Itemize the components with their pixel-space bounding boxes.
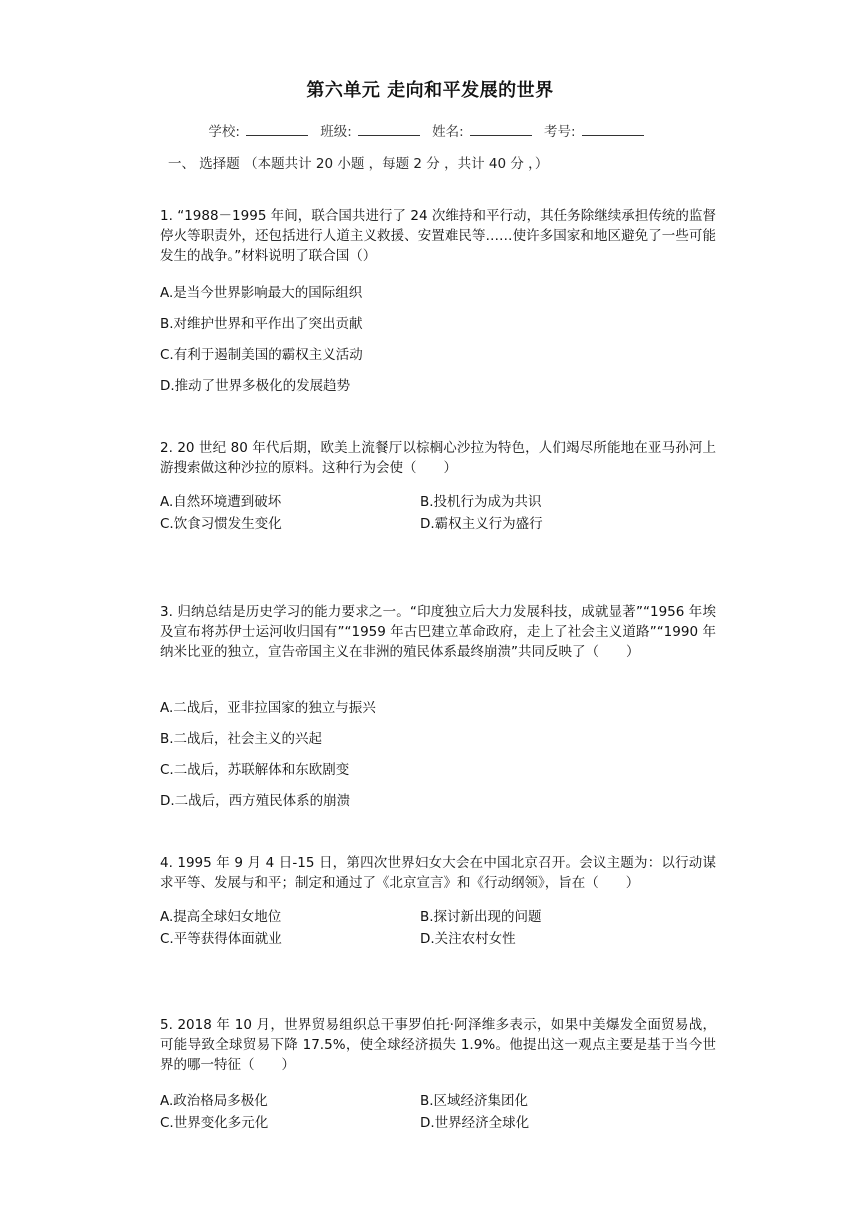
- question-1-option-a[interactable]: A.是当今世界影响最大的国际组织: [160, 285, 363, 301]
- question-5-stem: 5. 2018 年 10 月，世界贸易组织总干事罗伯托·阿泽维多表示，如果中美爆发全面贸易战，可能导致全球贸易下降 17.5%，使全球经济损失 1.9%。他提出这一观点主要是基于当今世界的哪一特征（ ）: [160, 1017, 716, 1073]
- question-4-option-b[interactable]: B.探讨新出现的问题: [420, 909, 542, 925]
- question-2-option-b[interactable]: B.投机行为成为共识: [420, 494, 542, 510]
- question-1-option-c[interactable]: C.有利于遏制美国的霸权主义活动: [160, 347, 363, 363]
- question-3-option-a[interactable]: A.二战后，亚非拉国家的独立与振兴: [160, 700, 376, 716]
- school-blank[interactable]: [246, 123, 308, 136]
- question-4-option-c[interactable]: C.平等获得体面就业: [160, 931, 282, 947]
- question-2-option-d[interactable]: D.霸权主义行为盛行: [420, 516, 543, 532]
- question-4-option-a[interactable]: A.提高全球妇女地位: [160, 909, 282, 925]
- question-4-stem: 4. 1995 年 9 月 4 日-15 日，第四次世界妇女大会在中国北京召开。会议主题为：以行动谋求平等、发展与和平；制定和通过了《北京宣言》和《行动纲领》，旨在（ ）: [160, 855, 716, 891]
- question-2-option-a[interactable]: A.自然环境遭到破坏: [160, 494, 282, 510]
- question-5-option-a[interactable]: A.政治格局多极化: [160, 1093, 268, 1109]
- name-label: 姓名:: [432, 124, 464, 140]
- question-4-option-d[interactable]: D.关注农村女性: [420, 931, 516, 947]
- page-title: 第六单元 走向和平发展的世界: [306, 80, 554, 101]
- question-5-option-b[interactable]: B.区域经济集团化: [420, 1093, 529, 1109]
- question-5-option-c[interactable]: C.世界变化多元化: [160, 1115, 269, 1131]
- question-3-stem: 3. 归纳总结是历史学习的能力要求之一。“印度独立后大力发展科技，成就显著”“1956 年埃及宣布将苏伊士运河收归国有”“1959 年古巴建立革命政府，走上了社会主义道路”“1990 年纳米比亚的独立，宣告帝国主义在非洲的殖民体系最终崩溃”共同反映了（ ）: [160, 604, 716, 660]
- exam-no-label: 考号:: [544, 124, 576, 140]
- exam-no-blank[interactable]: [582, 123, 644, 136]
- question-3-option-c[interactable]: C.二战后，苏联解体和东欧剧变: [160, 762, 350, 778]
- student-info-line: [0, 120, 860, 140]
- section-heading: 一、 选择题 （本题共计 20 小题 ，每题 2 分 ，共计 40 分 ，）: [168, 156, 549, 172]
- question-1-option-b[interactable]: B.对维护世界和平作出了突出贡献: [160, 316, 363, 332]
- question-3-option-b[interactable]: B.二战后，社会主义的兴起: [160, 731, 323, 747]
- class-blank[interactable]: [358, 123, 420, 136]
- question-3-option-d[interactable]: D.二战后，西方殖民体系的崩溃: [160, 793, 351, 809]
- question-2-stem: 2. 20 世纪 80 年代后期，欧美上流餐厅以棕榈心沙拉为特色，人们竭尽所能地在亚马孙河上游搜索做这种沙拉的原料。这种行为会使（ ）: [160, 440, 716, 476]
- question-5-option-d[interactable]: D.世界经济全球化: [420, 1115, 530, 1131]
- name-blank[interactable]: [470, 123, 532, 136]
- question-2-option-c[interactable]: C.饮食习惯发生变化: [160, 516, 282, 532]
- class-label: 班级:: [320, 124, 352, 140]
- question-1-option-d[interactable]: D.推动了世界多极化的发展趋势: [160, 378, 351, 394]
- school-label: 学校:: [208, 124, 240, 140]
- question-1-stem: 1. “1988－1995 年间，联合国共进行了 24 次维持和平行动，其任务除继续承担传统的监督停火等职责外，还包括进行人道主义救援、安置难民等……使许多国家和地区避免了一些可能发生的战争。”材料说明了联合国（）: [160, 208, 716, 264]
